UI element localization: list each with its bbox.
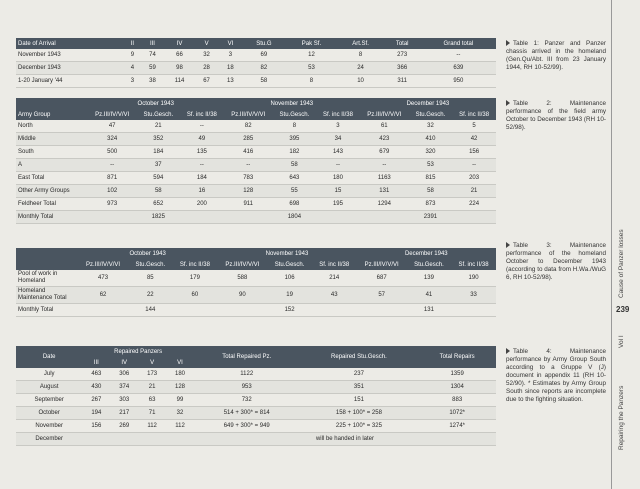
column-header: IV xyxy=(164,38,194,49)
table-cell: 883 xyxy=(418,394,496,407)
table-cell: 1804 xyxy=(273,211,316,224)
table-cell: Monthly Total xyxy=(16,304,78,317)
table-cell: 85 xyxy=(128,270,172,287)
table-cell: 112 xyxy=(138,420,166,433)
table-cell: 10 xyxy=(337,75,383,88)
table-cell: 42 xyxy=(452,133,496,146)
table-row xyxy=(16,407,496,420)
table-cell: Homeland Maintenance Total xyxy=(16,287,78,304)
table-cell: 815 xyxy=(409,172,452,185)
table-cell: 184 xyxy=(180,172,224,185)
table-cell: 679 xyxy=(360,146,409,159)
table-cell: 19 xyxy=(267,287,311,304)
table-cell xyxy=(316,211,360,224)
table-cell: Feldheer Total xyxy=(16,198,88,211)
table-cell: 410 xyxy=(409,133,452,146)
table-cell: 158 + 100* = 258 xyxy=(300,407,419,420)
table-cell: 1294 xyxy=(360,198,409,211)
table-cell: 152 xyxy=(267,304,311,317)
table-cell: 16 xyxy=(180,185,224,198)
table-cell: 33 xyxy=(451,287,496,304)
group-header-spacer xyxy=(16,248,78,259)
table-cell: 190 xyxy=(451,270,496,287)
table-cell: 41 xyxy=(407,287,451,304)
table-cell: December 1943 xyxy=(16,62,124,75)
table-cell: 3 xyxy=(316,120,360,133)
table-cell: Monthly Total xyxy=(16,211,88,224)
table-cell: Middle xyxy=(16,133,88,146)
table1-caption-text: Table 1: Panzer and Panzer chassis arrived in the homeland (Gen.Qu/Abt. III from 23 January 1944, RH 10-52/99). xyxy=(506,40,606,71)
table-cell xyxy=(78,304,128,317)
table-cell: 60 xyxy=(172,287,217,304)
table-cell: 8 xyxy=(285,75,337,88)
table-cell: 173 xyxy=(138,368,166,381)
table-cell: 1122 xyxy=(194,368,300,381)
table-cell: 57 xyxy=(357,287,407,304)
column-header: Stu.Gesch. xyxy=(273,109,316,120)
table-cell: -- xyxy=(180,159,224,172)
table-army-group-south-repairs xyxy=(16,346,496,446)
table4-caption-text: Table 4: Maintenance performance by Army Group South according to a Gruppe V (J) document in appendix 11 (RH 10-52/90). * Estimates by Army Group South since reports are incomplete due to the fighting situation. xyxy=(506,348,606,403)
column-header: III xyxy=(82,357,110,368)
column-header: Total Repaired Pz. xyxy=(194,346,300,368)
group-header: December 1943 xyxy=(357,248,496,259)
table-cell: A xyxy=(16,159,88,172)
table-cell: 114 xyxy=(164,75,194,88)
table-cell: 500 xyxy=(88,146,137,159)
table4-group-row xyxy=(16,346,496,357)
table-cell: 59 xyxy=(141,62,165,75)
table-row xyxy=(16,185,496,198)
column-header: Sf. inc II/38 xyxy=(312,259,357,270)
column-header: Total Repairs xyxy=(418,346,496,368)
table-cell: 3 xyxy=(124,75,140,88)
table-cell: 871 xyxy=(88,172,137,185)
table-cell: 128 xyxy=(166,381,194,394)
table-cell: 99 xyxy=(166,394,194,407)
table-cell: October xyxy=(16,407,82,420)
table-cell: December xyxy=(16,433,82,446)
table-cell: 34 xyxy=(316,133,360,146)
table-cell: 1163 xyxy=(360,172,409,185)
table-cell xyxy=(360,211,409,224)
column-header: Pz.III/IV/V/VI xyxy=(357,259,407,270)
column-header: Pak Sf. xyxy=(285,38,337,49)
table-homeland-maintenance xyxy=(16,248,496,317)
table-cell: 21 xyxy=(138,381,166,394)
table-row xyxy=(16,133,496,146)
table-cell: 9 xyxy=(124,49,140,62)
table-cell: Pool of work in Homeland xyxy=(16,270,78,287)
table-cell: 303 xyxy=(110,394,138,407)
table-cell: 311 xyxy=(384,75,421,88)
column-header: Stu.Gesch. xyxy=(409,109,452,120)
table-cell: 139 xyxy=(407,270,451,287)
table-row xyxy=(16,368,496,381)
table-row xyxy=(16,420,496,433)
column-header: Stu.Gesch. xyxy=(267,259,311,270)
table-cell: 32 xyxy=(409,120,452,133)
table-row xyxy=(16,146,496,159)
table-cell: -- xyxy=(316,159,360,172)
table3-header-row xyxy=(16,259,496,270)
table-cell: 430 xyxy=(82,381,110,394)
column-header: Stu.Gesch. xyxy=(407,259,451,270)
column-header: VI xyxy=(218,38,242,49)
column-header: Pz.III/IV/V/VI xyxy=(224,109,273,120)
table-cell: 473 xyxy=(78,270,128,287)
table-cell: 62 xyxy=(78,287,128,304)
table-cell: 1304 xyxy=(418,381,496,394)
table-cell: 143 xyxy=(316,146,360,159)
table-cell: -- xyxy=(88,159,137,172)
table-row xyxy=(16,75,496,88)
column-header: Art.Sf. xyxy=(337,38,383,49)
table-cell xyxy=(224,211,273,224)
column-header: Stu.G xyxy=(242,38,285,49)
table-cell: 873 xyxy=(409,198,452,211)
table-cell: 135 xyxy=(180,146,224,159)
table-cell: 112 xyxy=(166,420,194,433)
column-header: Sf. inc II/38 xyxy=(452,109,496,120)
table-cell xyxy=(217,304,267,317)
table-cell: 643 xyxy=(273,172,316,185)
table-cell: 732 xyxy=(194,394,300,407)
table-row xyxy=(16,159,496,172)
table2-group-row xyxy=(16,98,496,109)
table3-caption-text: Table 3: Maintenance performance of the homeland October to December 1943 (according to data from H.Wa./WuG 6, RH 10-52/98). xyxy=(506,242,606,281)
table-row xyxy=(16,304,496,317)
table-row xyxy=(16,120,496,133)
column-header: Repaired Stu.Gesch. xyxy=(300,346,419,368)
table-cell: 588 xyxy=(217,270,267,287)
table-cell: 61 xyxy=(360,120,409,133)
table-cell: 24 xyxy=(337,62,383,75)
table-cell: 8 xyxy=(337,49,383,62)
table-cell xyxy=(357,304,407,317)
table-cell: 38 xyxy=(141,75,165,88)
table-cell: 37 xyxy=(137,159,180,172)
table-cell: 423 xyxy=(360,133,409,146)
table-cell: 514 + 300* = 814 xyxy=(194,407,300,420)
table-row xyxy=(16,381,496,394)
group-header: October 1943 xyxy=(78,248,217,259)
table-cell: 128 xyxy=(224,185,273,198)
table-cell: 58 xyxy=(242,75,285,88)
table-cell: 366 xyxy=(384,62,421,75)
table-cell: 66 xyxy=(164,49,194,62)
table-cell: 74 xyxy=(141,49,165,62)
table-cell: November xyxy=(16,420,82,433)
table-field-army-maintenance xyxy=(16,98,496,224)
arrow-icon xyxy=(506,40,510,46)
column-header: V xyxy=(195,38,219,49)
table-cell: 953 xyxy=(194,381,300,394)
table-cell xyxy=(166,433,194,446)
table-cell: 151 xyxy=(300,394,419,407)
table-cell: 55 xyxy=(273,185,316,198)
table-cell: November 1943 xyxy=(16,49,124,62)
table-cell: 783 xyxy=(224,172,273,185)
table-cell: 90 xyxy=(217,287,267,304)
table-cell xyxy=(451,304,496,317)
table-cell: 950 xyxy=(421,75,496,88)
column-header: Sf. inc II/38 xyxy=(172,259,217,270)
table-cell: 32 xyxy=(195,49,219,62)
group-header: October 1943 xyxy=(88,98,224,109)
column-header: Grand total xyxy=(421,38,496,49)
table-cell xyxy=(138,433,166,446)
table-cell: 1-20 January '44 xyxy=(16,75,124,88)
table-cell: 306 xyxy=(110,368,138,381)
table-cell: 911 xyxy=(224,198,273,211)
table-cell: 217 xyxy=(110,407,138,420)
table-cell: 12 xyxy=(285,49,337,62)
margin-divider xyxy=(611,0,612,489)
table-cell: -- xyxy=(180,120,224,133)
table-cell: 82 xyxy=(242,62,285,75)
column-header: Army Group xyxy=(16,109,88,120)
table3-body xyxy=(16,270,496,317)
table-cell: 18 xyxy=(218,62,242,75)
table-cell: 156 xyxy=(452,146,496,159)
chapter-title: Cause of Panzer losses xyxy=(618,229,625,298)
table-cell: 1825 xyxy=(137,211,180,224)
table-cell: 58 xyxy=(137,185,180,198)
column-header: VI xyxy=(166,357,194,368)
table-cell: 698 xyxy=(273,198,316,211)
table-cell: 237 xyxy=(300,368,419,381)
page-number: 239 xyxy=(616,305,630,314)
table-cell: -- xyxy=(421,49,496,62)
table-cell: East Total xyxy=(16,172,88,185)
table-cell: 184 xyxy=(137,146,180,159)
column-header: IV xyxy=(110,357,138,368)
table-panzer-arrivals xyxy=(16,38,496,88)
table-cell: 225 + 100* = 325 xyxy=(300,420,419,433)
table-cell: 273 xyxy=(384,49,421,62)
table-cell: 43 xyxy=(312,287,357,304)
table-cell xyxy=(312,304,357,317)
table-cell: 21 xyxy=(452,185,496,198)
table-cell: 156 xyxy=(82,420,110,433)
table-cell: 194 xyxy=(82,407,110,420)
column-header: Pz.III/IV/V/VI xyxy=(88,109,137,120)
group-header-spacer xyxy=(16,98,88,109)
table2-caption xyxy=(506,100,606,132)
table-cell: 8 xyxy=(273,120,316,133)
table-cell: 58 xyxy=(409,185,452,198)
column-header: Sf. inc II/38 xyxy=(180,109,224,120)
table-cell: 639 xyxy=(421,62,496,75)
table-cell: August xyxy=(16,381,82,394)
table-cell: 69 xyxy=(242,49,285,62)
table-cell: 594 xyxy=(137,172,180,185)
table-row xyxy=(16,287,496,304)
table2-caption-text: Table 2: Maintenance performance of the field army October to December 1943 (RH 10-52/98). xyxy=(506,100,606,131)
table-cell: 652 xyxy=(137,198,180,211)
table-cell: 320 xyxy=(409,146,452,159)
table-cell: 1274* xyxy=(418,420,496,433)
table-cell: will be handed in later xyxy=(194,433,496,446)
table-cell: 179 xyxy=(172,270,217,287)
table-cell: 214 xyxy=(312,270,357,287)
table-cell: 15 xyxy=(316,185,360,198)
table-cell: 1072* xyxy=(418,407,496,420)
table-cell: 352 xyxy=(137,133,180,146)
table-cell: July xyxy=(16,368,82,381)
table3-caption xyxy=(506,242,606,282)
table-cell: -- xyxy=(452,159,496,172)
table-cell: 195 xyxy=(316,198,360,211)
column-header: Sf. inc II/38 xyxy=(451,259,496,270)
table-cell: 131 xyxy=(407,304,451,317)
table-row xyxy=(16,270,496,287)
table-cell: 71 xyxy=(138,407,166,420)
table2-header-row xyxy=(16,109,496,120)
table-cell: 102 xyxy=(88,185,137,198)
volume-label: Vol I xyxy=(618,335,625,348)
column-header: V xyxy=(138,357,166,368)
table-row xyxy=(16,62,496,75)
table-cell xyxy=(180,211,224,224)
table-cell: 3 xyxy=(218,49,242,62)
column-header: Sf. inc II/38 xyxy=(316,109,360,120)
table-cell: 32 xyxy=(166,407,194,420)
table-cell: 687 xyxy=(357,270,407,287)
section-title: Repairing the Panzers xyxy=(618,385,625,450)
table-row xyxy=(16,433,496,446)
table-row xyxy=(16,394,496,407)
table-cell: 351 xyxy=(300,381,419,394)
table-cell: -- xyxy=(224,159,273,172)
table-cell: September xyxy=(16,394,82,407)
table-cell: North xyxy=(16,120,88,133)
table-cell: 973 xyxy=(88,198,137,211)
table-cell: 324 xyxy=(88,133,137,146)
table-cell: 21 xyxy=(137,120,180,133)
table-cell: 28 xyxy=(195,62,219,75)
table-row xyxy=(16,198,496,211)
table-row xyxy=(16,172,496,185)
table4-body xyxy=(16,368,496,446)
table-cell: 47 xyxy=(88,120,137,133)
table-row xyxy=(16,211,496,224)
table1-header-row xyxy=(16,38,496,49)
table-cell xyxy=(82,433,110,446)
table-cell: 13 xyxy=(218,75,242,88)
group-header: November 1943 xyxy=(217,248,356,259)
table-cell: 53 xyxy=(285,62,337,75)
table-cell: 67 xyxy=(195,75,219,88)
table-cell: 1359 xyxy=(418,368,496,381)
table-cell: 22 xyxy=(128,287,172,304)
table2-body xyxy=(16,120,496,224)
table-cell: 224 xyxy=(452,198,496,211)
table-cell: 82 xyxy=(224,120,273,133)
table-cell: 180 xyxy=(316,172,360,185)
table-cell: 98 xyxy=(164,62,194,75)
column-header: Date xyxy=(16,346,82,368)
arrow-icon xyxy=(506,242,510,248)
table-cell: 267 xyxy=(82,394,110,407)
column-header: Pz.III/IV/V/VI xyxy=(360,109,409,120)
table-cell: 5 xyxy=(452,120,496,133)
table-cell: 269 xyxy=(110,420,138,433)
table-cell: 63 xyxy=(138,394,166,407)
column-header: Stu.Gesch. xyxy=(128,259,172,270)
table-cell: 200 xyxy=(180,198,224,211)
column-header: II xyxy=(124,38,140,49)
group-header: Repaired Panzers xyxy=(82,346,194,357)
column-header: III xyxy=(141,38,165,49)
column-header: Stu.Gesch. xyxy=(137,109,180,120)
table-cell: 2391 xyxy=(409,211,452,224)
table-cell: 144 xyxy=(128,304,172,317)
column-header: Total xyxy=(384,38,421,49)
table-cell: 649 + 300* = 949 xyxy=(194,420,300,433)
table-cell: -- xyxy=(360,159,409,172)
table-cell: 53 xyxy=(409,159,452,172)
table-cell: 49 xyxy=(180,133,224,146)
table-cell: 131 xyxy=(360,185,409,198)
group-header: December 1943 xyxy=(360,98,496,109)
column-header: Date of Arrival xyxy=(16,38,124,49)
table-cell: 182 xyxy=(273,146,316,159)
table-cell: 395 xyxy=(273,133,316,146)
table3-group-row xyxy=(16,248,496,259)
table1-caption xyxy=(506,40,606,72)
table-cell: 463 xyxy=(82,368,110,381)
table-cell xyxy=(110,433,138,446)
table-cell xyxy=(88,211,137,224)
table4-caption xyxy=(506,348,606,404)
table-cell: 58 xyxy=(273,159,316,172)
table-cell: 180 xyxy=(166,368,194,381)
table-cell: 285 xyxy=(224,133,273,146)
column-header xyxy=(16,259,78,270)
table-cell: 106 xyxy=(267,270,311,287)
table-cell: Other Army Groups xyxy=(16,185,88,198)
column-header: Pz.III/IV/V/VI xyxy=(78,259,128,270)
table-cell: 374 xyxy=(110,381,138,394)
table-cell: South xyxy=(16,146,88,159)
table-cell: 203 xyxy=(452,172,496,185)
table1-body xyxy=(16,49,496,88)
arrow-icon xyxy=(506,100,510,106)
column-header: Pz.III/IV/V/VI xyxy=(217,259,267,270)
table-cell xyxy=(452,211,496,224)
arrow-icon xyxy=(506,348,510,354)
table-row xyxy=(16,49,496,62)
table-cell: 4 xyxy=(124,62,140,75)
table-cell: 416 xyxy=(224,146,273,159)
table-cell xyxy=(172,304,217,317)
group-header: November 1943 xyxy=(224,98,360,109)
